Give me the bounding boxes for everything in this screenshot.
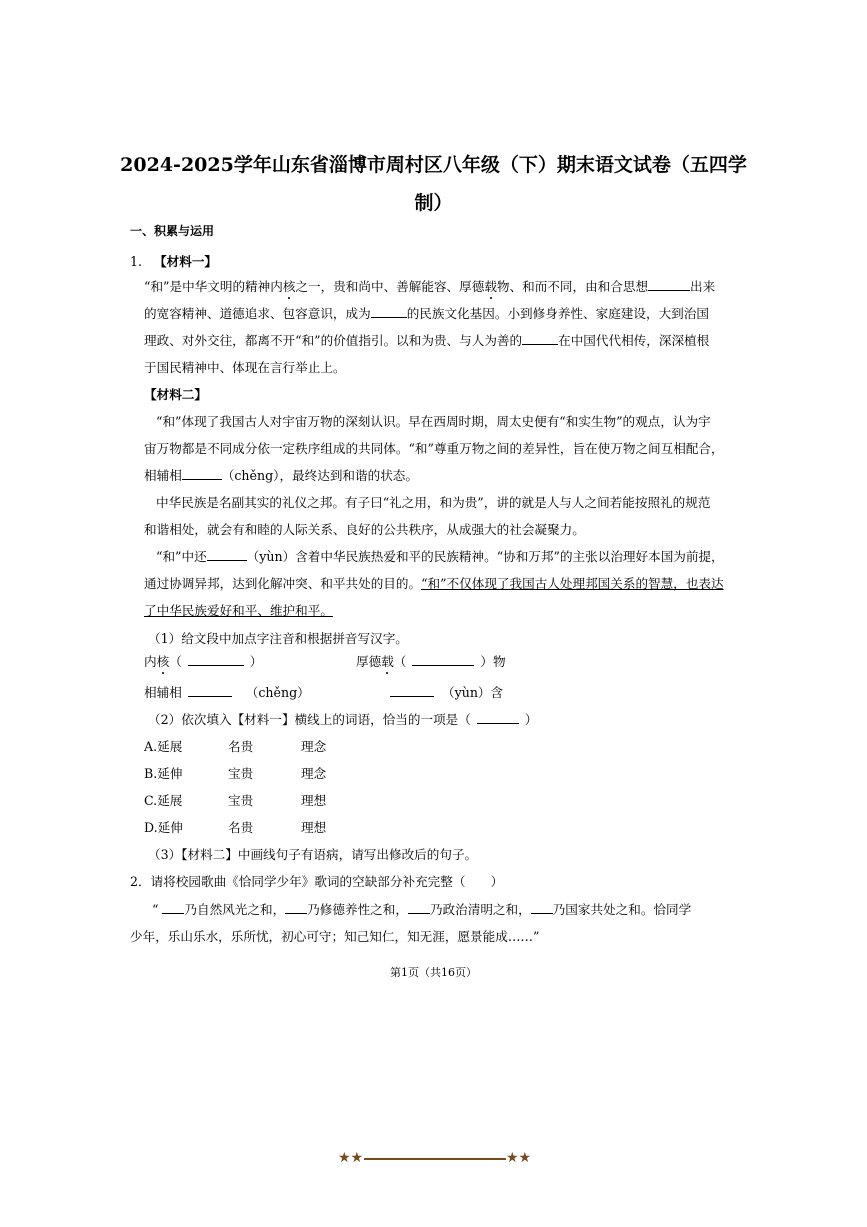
material-two-p2-line2: 和谐相处，就会有和睦的人际关系、良好的公共秩序，从成强大的社会凝聚力。 — [144, 522, 585, 537]
option-b[interactable]: B.延伸 宝贵 理念 — [144, 766, 327, 781]
answer-blank[interactable] — [188, 653, 244, 666]
material-one-line3: 理政、对外交往，都离不开“和”的价值指引。以和为贵、与人为善的 在中国代代相传，深深植根 — [144, 333, 710, 348]
fill-blank[interactable] — [648, 278, 690, 291]
footer-ornament — [338, 1150, 531, 1168]
answer-blank[interactable] — [188, 684, 232, 697]
star-icon: ★★ — [506, 1150, 532, 1166]
q1-number: 1. — [130, 254, 143, 269]
answer-blank[interactable] — [412, 653, 474, 666]
option-a[interactable]: A.延展 名贵 理念 — [144, 739, 327, 754]
material-two-p1-line3: 相辅相 （chěng），最终达到和谐的状态。 — [144, 468, 418, 483]
subquestion-2: （2）依次填入【材料一】横线上的词语，恰当的一项是（ ） — [148, 712, 538, 727]
hanzi-field-chen: 相辅相 （chěng） — [144, 685, 310, 700]
exam-title-line1: 2024-2025学年山东省淄博市周村区八年级（下）期末语文试卷（五四学 — [120, 154, 747, 176]
hanzi-field-yun: （yùn）含 — [390, 682, 503, 701]
fill-blank[interactable] — [531, 901, 553, 914]
material-one-line1: “和”是中华文明的精神内核之一，贵和尚中、善解能容、厚德载物、和而不同，由和合思想 出来 — [144, 279, 716, 294]
question-2-stem: 2．请将校园歌曲《恰同学少年》歌词的空缺部分补充完整（ ） — [130, 874, 504, 889]
subquestion-3: （3）【材料二】中画线句子有语病，请写出修改后的句子。 — [148, 847, 478, 862]
underlined-sentence: “和”不仅体现了我国古人处理邦国关系的智慧，也表达 — [421, 576, 724, 591]
answer-blank[interactable] — [477, 711, 519, 724]
material-two-p3-line2: 通过协调异邦，达到化解冲突、和平共处的目的。“和”不仅体现了我国古人处理邦国关系的智慧，也表达 — [144, 576, 724, 591]
material-one-label: 【材料一】 — [154, 254, 218, 269]
fill-blank[interactable] — [182, 467, 222, 480]
page-footer: 第1页（共16页） — [390, 966, 477, 979]
exam-title-line2: 制） — [414, 192, 453, 214]
material-two-p1-line1: “和”体现了我国古人对宇宙万物的深刻认识。早在西周时期，周太史便有“和实生物”的观点，认为宇 — [156, 414, 711, 429]
material-two-p2-line1: 中华民族是名副其实的礼仪之邦。有子曰“礼之用，和为贵”，讲的就是人与人之间若能按照礼的规范 — [156, 495, 711, 510]
option-c[interactable]: C.延展 宝贵 理想 — [144, 793, 327, 808]
material-two-label: 【材料二】 — [144, 387, 207, 402]
fill-blank[interactable] — [408, 901, 430, 914]
star-icon: ★★ — [338, 1150, 364, 1166]
section-heading: 一、积累与运用 — [130, 224, 215, 238]
fill-blank[interactable] — [522, 332, 558, 345]
question-2-line2: 少年，乐山乐水，乐所忧，初心可守；知己知仁，知无涯，愿景能成……” — [130, 929, 540, 944]
fill-blank[interactable] — [162, 901, 184, 914]
subquestion-1: （1）给文段中加点字注音和根据拼音写汉字。 — [148, 631, 408, 646]
pinyin-field-hou-de-zai: 厚德载（ ）物 — [356, 654, 506, 669]
material-two-p3-line1: “和”中还 （yùn）含着中华民族热爱和平的民族精神。“协和万邦”的主张以治理好本国为前提， — [156, 549, 724, 564]
option-d[interactable]: D.延伸 名贵 理想 — [144, 820, 327, 835]
question-number — [130, 251, 217, 270]
answer-blank[interactable] — [390, 684, 434, 697]
ornament-divider — [364, 1158, 506, 1160]
fill-blank[interactable] — [371, 305, 407, 318]
fill-blank[interactable] — [285, 901, 307, 914]
fill-blank[interactable] — [207, 548, 247, 561]
material-one-line2: 的宽容精神、道德追求、包容意识，成为 的民族文化基因。小到修身养性、家庭建设，大到治国 — [144, 306, 709, 321]
material-two-p1-line2: 宙万物都是不同成分依一定秩序组成的共同体。“和”尊重万物之间的差异性，旨在使万物之间互相配合， — [144, 441, 724, 456]
pinyin-field-nei-he: 内核（ ） — [144, 654, 263, 669]
underlined-sentence-end: 了中华民族爱好和平、维护和平。 — [144, 603, 333, 618]
question-2-line1: “ 乃自然风光之和， 乃修德养性之和， 乃政治清明之和， 乃国家共处之和。恰同学 — [152, 902, 692, 917]
material-one-line4: 于国民精神中、体现在言行举止上。 — [144, 360, 346, 375]
